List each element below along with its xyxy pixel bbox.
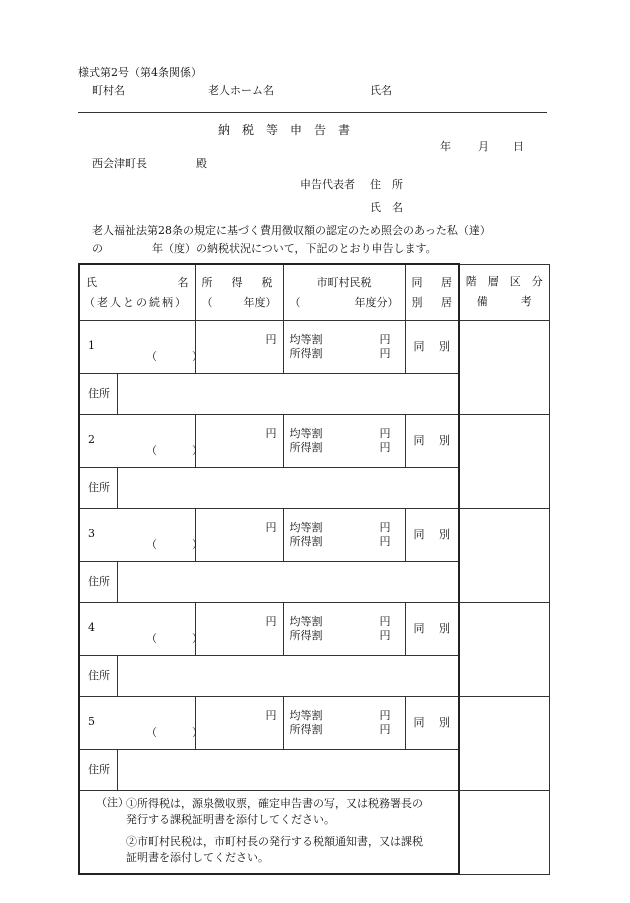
notes-cell (79, 791, 459, 875)
header-class: 階 層 区 分 (465, 275, 543, 289)
row-number: 3 (88, 527, 95, 540)
yen-unit: 円 (265, 427, 277, 440)
municipal-tax-cell-1[interactable] (283, 321, 405, 374)
address-label: 住所 (88, 763, 110, 776)
residence-cell-2[interactable] (405, 415, 459, 468)
class-cell-3[interactable] (459, 509, 549, 603)
separate-label: 別 (439, 528, 450, 541)
income-tax-cell-2[interactable] (195, 415, 283, 468)
address-field-5[interactable] (117, 750, 459, 791)
relation-paren-close: ） (192, 444, 203, 457)
header-relation: （老人との続柄） (84, 295, 188, 309)
form-number: 様式第2号（第4条関係） (78, 66, 202, 79)
header-same-2: 居 (441, 275, 452, 289)
relation-paren-open: （ (146, 444, 157, 457)
tax-declaration-table (78, 263, 550, 875)
person-cell-4[interactable] (79, 603, 203, 656)
yen-unit: 円 (379, 615, 391, 628)
header-class-cell (459, 264, 549, 321)
declarant-label: 申告代表者 (300, 178, 355, 191)
address-label: 住所 (88, 387, 110, 400)
header-name-cell (79, 264, 195, 321)
municipal-tax-cell-3[interactable] (283, 509, 405, 562)
header-remarks: 備 考 (476, 295, 532, 309)
yen-unit: 円 (379, 441, 391, 454)
address-label-cell-3 (79, 562, 117, 603)
person-cell-1[interactable] (79, 321, 203, 374)
yen-unit: 円 (379, 723, 391, 736)
header-name-2: 名 (177, 275, 189, 289)
income-levy-label: 所得割 (289, 347, 323, 360)
residence-cell-3[interactable] (405, 509, 459, 562)
income-tax-cell-1[interactable] (195, 321, 283, 374)
header-income-year: 年度） (243, 295, 277, 309)
header-same-1: 同 (411, 275, 423, 289)
address-label: 住所 (88, 669, 110, 682)
address-field-2[interactable] (117, 468, 459, 509)
same-label: 同 (413, 716, 425, 729)
person-cell-3[interactable] (79, 509, 203, 562)
header-municipal-tax-cell (283, 264, 405, 321)
address-label-cell-4 (79, 656, 117, 697)
header-income-paren: （ (201, 295, 213, 309)
income-levy-label: 所得割 (289, 723, 323, 736)
header-income-2: 得 (231, 275, 243, 289)
header-divider (78, 112, 547, 113)
address-label-cell-5 (79, 750, 117, 791)
note-2-line-2: 証明書を添付してください。 (126, 851, 269, 864)
row-number: 1 (88, 339, 95, 352)
header-sep-2: 居 (441, 295, 452, 309)
person-cell-5[interactable] (79, 697, 203, 750)
addressee-mayor: 西会津町長 (92, 157, 147, 170)
row-number: 2 (88, 433, 95, 446)
note-1-line-1: ①所得税は，源泉徴収票，確定申告書の写，又は税務署長の (126, 797, 423, 810)
class-cell-5[interactable] (459, 697, 549, 791)
residence-cell-4[interactable] (405, 603, 459, 656)
residence-cell-1[interactable] (405, 321, 459, 374)
address-field-3[interactable] (117, 562, 459, 603)
row-number: 4 (88, 621, 95, 634)
document-title: 納 税 等 申 告 書 (218, 123, 351, 137)
yen-unit: 円 (265, 333, 277, 346)
notes-label: （注） (96, 796, 129, 809)
municipal-tax-cell-4[interactable] (283, 603, 405, 656)
home-name-label: 老人ホーム名 (208, 84, 274, 97)
yen-unit: 円 (379, 427, 391, 440)
yen-unit: 円 (379, 347, 391, 360)
yen-unit: 円 (379, 521, 391, 534)
income-tax-cell-5[interactable] (195, 697, 283, 750)
intro-line-2b: 年（度）の納税状況について，下記のとおり申告します。 (152, 242, 437, 255)
per-capita-label: 均等割 (289, 615, 323, 628)
date-day: 日 (513, 140, 524, 153)
relation-paren-open: （ (146, 350, 157, 363)
class-cell-2[interactable] (459, 415, 549, 509)
person-cell-2[interactable] (79, 415, 203, 468)
income-levy-label: 所得割 (289, 535, 323, 548)
person-name-label: 氏名 (370, 84, 392, 97)
address-label-cell-2 (79, 468, 117, 509)
header-income-1: 所 (201, 275, 213, 289)
yen-unit: 円 (265, 709, 277, 722)
address-label-cell-1 (79, 374, 117, 415)
separate-label: 別 (439, 434, 450, 447)
header-name-1: 氏 (86, 275, 97, 289)
relation-paren-open: （ (146, 538, 157, 551)
relation-paren-close: ） (192, 350, 203, 363)
address-label: 住所 (88, 575, 110, 588)
declarant-name-label: 氏 名 (370, 201, 403, 214)
income-levy-label: 所得割 (289, 629, 323, 642)
municipal-tax-cell-2[interactable] (283, 415, 405, 468)
intro-line-1: 老人福祉法第28条の規定に基づく費用徴収額の認定のため照会のあった私（達） (92, 224, 491, 237)
address-field-1[interactable] (117, 374, 459, 415)
relation-paren-close: ） (192, 632, 203, 645)
relation-paren-open: （ (146, 632, 157, 645)
municipal-tax-cell-5[interactable] (283, 697, 405, 750)
notes-class-cell[interactable] (459, 791, 549, 875)
yen-unit: 円 (379, 709, 391, 722)
per-capita-label: 均等割 (289, 333, 323, 346)
yen-unit: 円 (379, 333, 391, 346)
separate-label: 別 (439, 716, 450, 729)
same-label: 同 (413, 340, 425, 353)
same-label: 同 (413, 528, 425, 541)
yen-unit: 円 (265, 521, 277, 534)
note-1-line-2: 発行する課税証明書を添付してください。 (126, 813, 335, 826)
intro-line-2a: の (92, 242, 103, 255)
relation-paren-close: ） (192, 538, 203, 551)
date-year: 年 (440, 140, 451, 153)
header-muni-year: 年度分） (354, 295, 399, 309)
addressee-honorific: 殿 (196, 157, 207, 170)
relation-paren-open: （ (146, 726, 157, 739)
yen-unit: 円 (379, 535, 391, 548)
yen-unit: 円 (265, 615, 277, 628)
relation-paren-close: ） (192, 726, 203, 739)
date-month: 月 (478, 140, 489, 153)
yen-unit: 円 (379, 629, 391, 642)
header-income-tax-cell (195, 264, 283, 321)
note-2-line-1: ②市町村民税は，市町村長の発行する税額通知書，又は課税 (126, 835, 423, 848)
separate-label: 別 (439, 340, 450, 353)
address-field-4[interactable] (117, 656, 459, 697)
income-tax-cell-3[interactable] (195, 509, 283, 562)
per-capita-label: 均等割 (289, 521, 323, 534)
declarant-address-label: 住 所 (370, 178, 403, 191)
per-capita-label: 均等割 (289, 709, 323, 722)
header-muni-paren: （ (289, 295, 301, 309)
separate-label: 別 (439, 622, 450, 635)
header-sep-1: 別 (411, 295, 423, 309)
income-levy-label: 所得割 (289, 441, 323, 454)
header-residence-cell (405, 264, 459, 321)
town-name-label: 町村名 (92, 84, 125, 97)
header-municipal-tax: 市町村民税 (316, 275, 372, 289)
class-cell-4[interactable] (459, 603, 549, 697)
address-label: 住所 (88, 481, 110, 494)
residence-cell-5[interactable] (405, 697, 459, 750)
same-label: 同 (413, 434, 425, 447)
class-cell-1[interactable] (459, 321, 549, 415)
same-label: 同 (413, 622, 425, 635)
income-tax-cell-4[interactable] (195, 603, 283, 656)
row-number: 5 (88, 715, 95, 728)
header-income-3: 税 (261, 275, 273, 289)
per-capita-label: 均等割 (289, 427, 323, 440)
